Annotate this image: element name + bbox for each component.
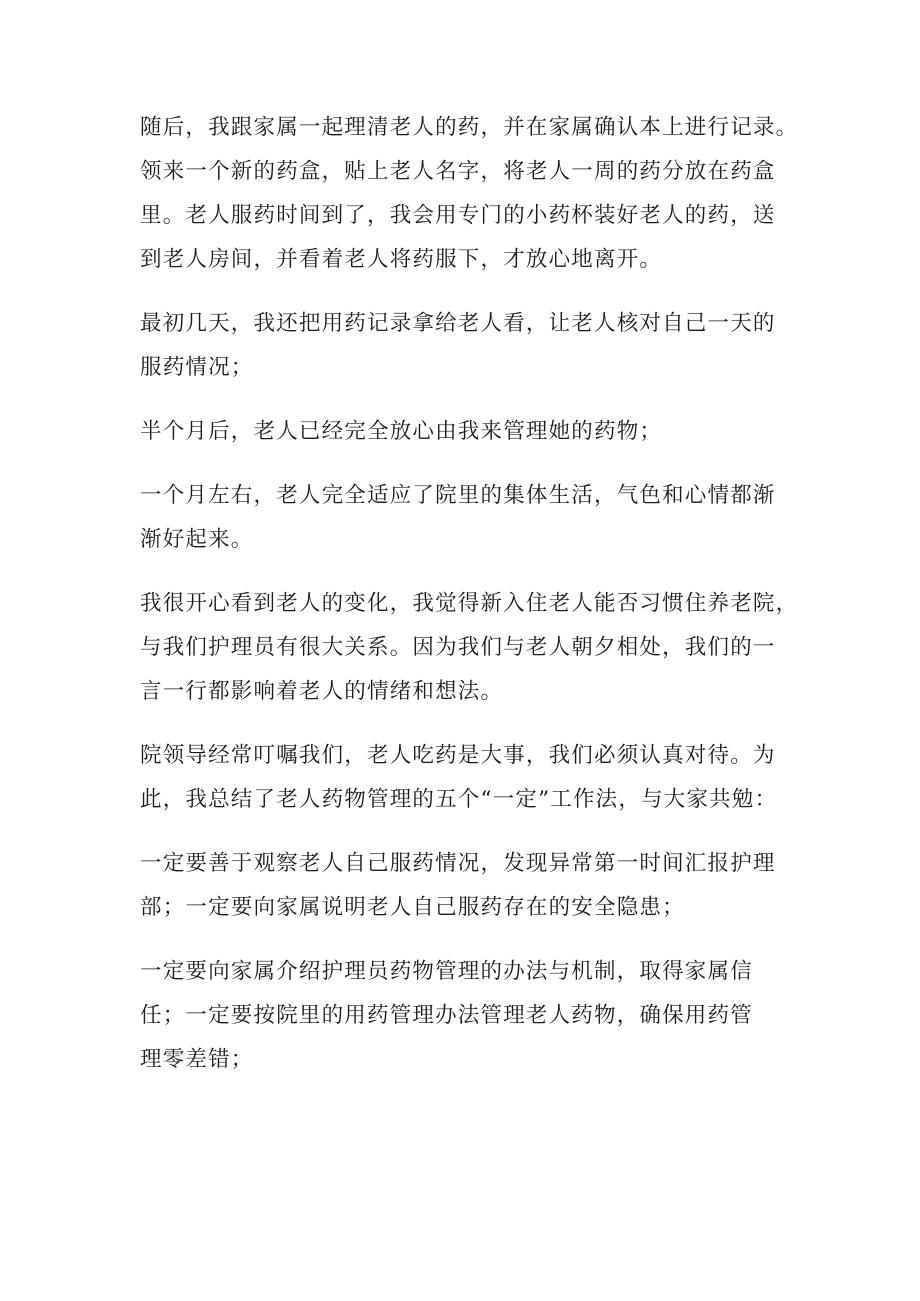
text-line: 一定要向家属介绍护理员药物管理的办法与机制，取得家属信 — [140, 959, 753, 984]
text-line: 任；一定要按院里的用药管理办法管理老人药物，确保用药管 — [140, 1003, 753, 1028]
text-line: 部；一定要向家属说明老人自己服药存在的安全隐患； — [140, 895, 685, 920]
paragraph-one-month — [140, 474, 790, 562]
text-line: 我很开心看到老人的变化，我觉得新入住老人能否习惯住养老院， — [140, 591, 799, 616]
text-line: 一个月左右，老人完全适应了院里的集体生活，气色和心情都渐 — [140, 483, 776, 508]
text-line: 半个月后，老人已经完全放心由我来管理她的药物； — [140, 419, 663, 444]
text-line: 随后，我跟家属一起理清老人的药，并在家属确认本上进行记录。 — [140, 115, 799, 140]
text-line: 里。老人服药时间到了，我会用专门的小药杯装好老人的药，送 — [140, 203, 776, 228]
text-line: 服药情况； — [140, 355, 254, 380]
text-line: 一定要善于观察老人自己服药情况，发现异常第一时间汇报护理 — [140, 851, 776, 876]
document-body — [140, 106, 799, 1102]
text-line: 理零差错； — [140, 1047, 254, 1072]
paragraph-first-days — [140, 302, 790, 390]
text-line: 领来一个新的药盒，贴上老人名字，将老人一周的药分放在药盒 — [140, 159, 776, 184]
paragraph-reflection — [140, 582, 799, 714]
paragraph-medication-record — [140, 106, 799, 282]
text-line: 渐好起来。 — [140, 527, 254, 552]
paragraph-must-introduce — [140, 950, 790, 1082]
paragraph-half-month — [140, 410, 790, 454]
text-line: 此，我总结了老人药物管理的五个“一定”工作法，与大家共勉： — [140, 787, 778, 812]
paragraph-must-observe — [140, 842, 790, 930]
text-line: 最初几天，我还把用药记录拿给老人看，让老人核对自己一天的 — [140, 311, 776, 336]
text-line: 与我们护理员有很大关系。因为我们与老人朝夕相处，我们的一 — [140, 635, 776, 660]
text-line: 院领导经常叮嘱我们，老人吃药是大事，我们必须认真对待。为 — [140, 743, 776, 768]
text-line: 言一行都影响着老人的情绪和想法。 — [140, 679, 504, 704]
text-line: 到老人房间，并看着老人将药服下，才放心地离开。 — [140, 247, 663, 272]
paragraph-five-musts-intro — [140, 734, 790, 822]
